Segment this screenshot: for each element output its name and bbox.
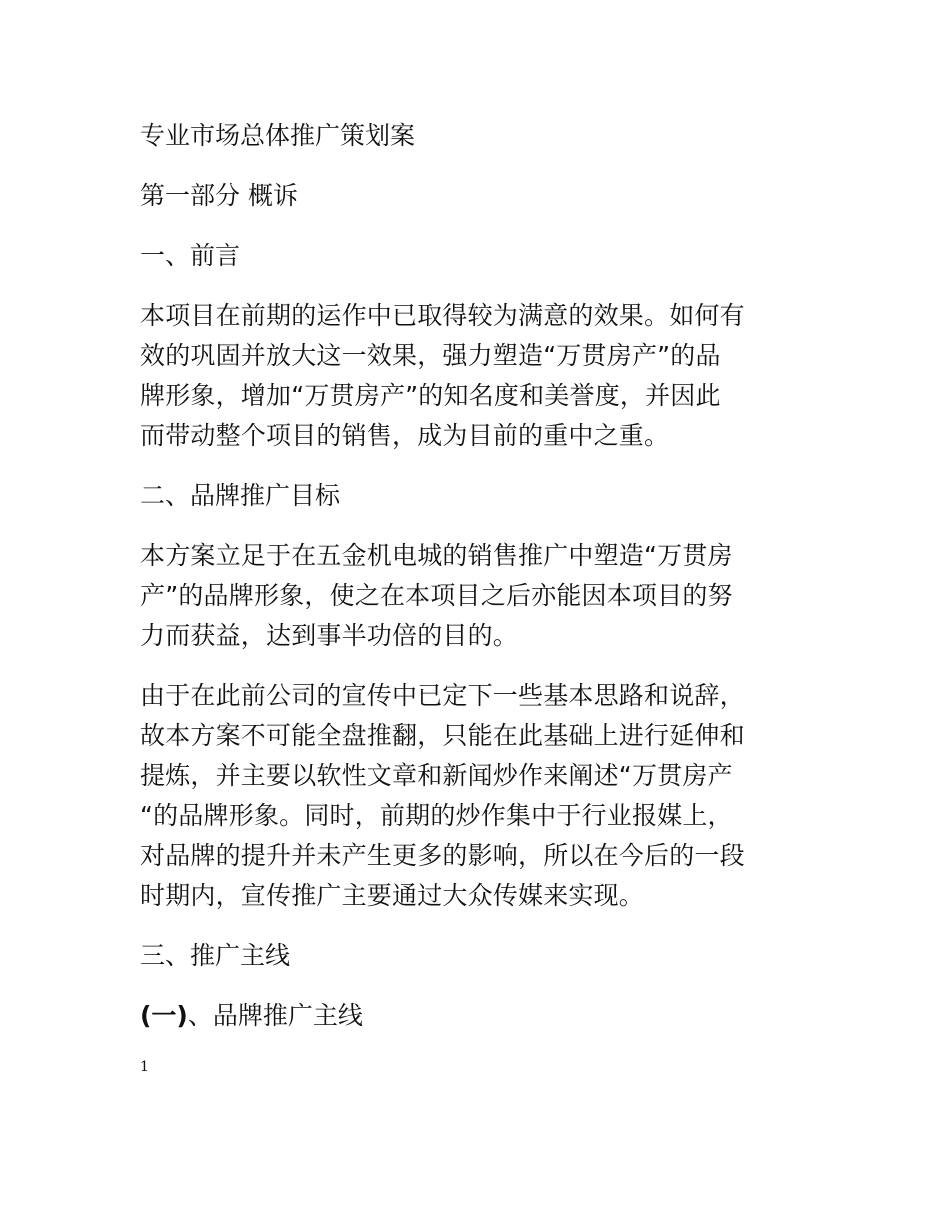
paragraph-line: “的品牌形象。同时，前期的炒作集中于行业报媒上，	[140, 801, 733, 830]
paragraph-line: 力而获益，达到事半功倍的目的。	[140, 621, 519, 650]
paragraph-line: 而带动整个项目的销售，成为目前的重中之重。	[140, 421, 670, 450]
paragraph-line: 效的巩固并放大这一效果，强力塑造“万贯房产”的品	[140, 341, 721, 370]
paragraph-brand-goal-1	[140, 536, 792, 656]
paragraph-line: 对品牌的提升并未产生更多的影响，所以在今后的一段	[140, 841, 745, 870]
subsection-heading-brand-line	[140, 996, 792, 1036]
section-heading-main-line: 三、推广主线	[140, 941, 291, 970]
part-heading: 第一部分 概诉	[140, 181, 298, 210]
paragraph-line: 牌形象，增加“万贯房产”的知名度和美誉度，并因此	[140, 381, 721, 410]
paragraph-line: 产”的品牌形象，使之在本项目之后亦能因本项目的努	[140, 581, 733, 610]
document-title: 专业市场总体推广策划案	[140, 121, 416, 150]
paragraph-brand-goal-2	[140, 676, 792, 916]
paragraph-line: 本项目在前期的运作中已取得较为满意的效果。如何有	[140, 301, 745, 330]
paragraph-line: 时期内，宣传推广主要通过大众传媒来实现。	[140, 881, 645, 910]
paragraph-line: 故本方案不可能全盘推翻，只能在此基础上进行延伸和	[140, 721, 745, 750]
paragraph-line: 提炼，并主要以软性文章和新闻炒作来阐述“万贯房产	[140, 761, 733, 790]
paragraph-line: 由于在此前公司的宣传中已定下一些基本思路和说辞，	[140, 681, 745, 710]
page-number: 1	[140, 1059, 149, 1075]
subsection-number: (一)	[140, 1001, 188, 1030]
paragraph-preface	[140, 296, 792, 456]
section-heading-brand-goal: 二、品牌推广目标	[140, 481, 341, 510]
paragraph-line: 本方案立足于在五金机电城的销售推广中塑造“万贯房	[140, 541, 733, 570]
subsection-title: 、品牌推广主线	[187, 1001, 363, 1030]
document-body	[140, 116, 792, 1056]
section-heading-preface: 一、前言	[140, 241, 241, 270]
